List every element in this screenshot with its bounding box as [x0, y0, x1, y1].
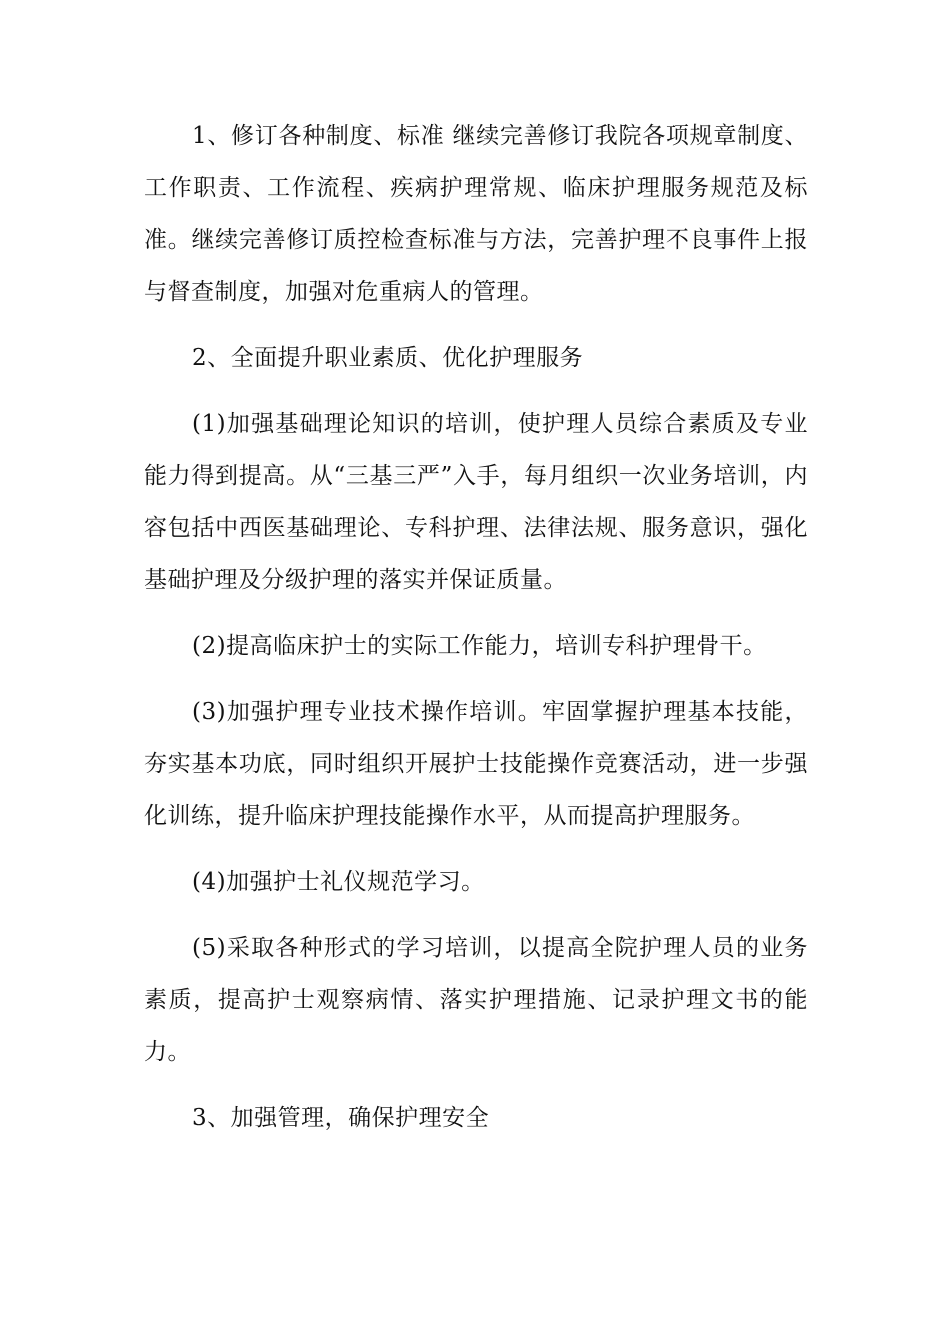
paragraph-improve-quality-heading: 2、全面提升职业素质、优化护理服务 — [192, 345, 584, 371]
paragraph-safety-heading: 3、加强管理，确保护理安全 — [192, 1105, 490, 1131]
paragraph-etiquette-learning: (4)加强护士礼仪规范学习。 — [192, 869, 485, 895]
paragraph-clinical-ability: (2)提高临床护士的实际工作能力，培训专科护理骨干。 — [192, 633, 767, 659]
paragraph-various-training: (5)采取各种形式的学习培训，以提高全院护理人员的业务素质，提高护士观察病情、落实护理措施、记录护理文书的能力。 — [144, 935, 808, 1065]
paragraph-revise-standards: 1、修订各种制度、标准 继续完善修订我院各项规章制度、工作职责、工作流程、疾病护理常规、临床护理服务规范及标准。继续完善修订质控检查标准与方法，完善护理不良事件上报与督查制度，加强对危重病人的管理。 — [144, 123, 808, 305]
paragraph-technical-training: (3)加强护理专业技术操作培训。牢固掌握护理基本技能，夯实基本功底，同时组织开展护士技能操作竞赛活动，进一步强化训练，提升临床护理技能操作水平，从而提高护理服务。 — [144, 699, 808, 829]
paragraph-basic-theory-training: (1)加强基础理论知识的培训，使护理人员综合素质及专业能力得到提高。从“三基三严”入手，每月组织一次业务培训，内容包括中西医基础理论、专科护理、法律法规、服务意识，强化基础护理及分级护理的落实并保证质量。 — [144, 411, 808, 593]
